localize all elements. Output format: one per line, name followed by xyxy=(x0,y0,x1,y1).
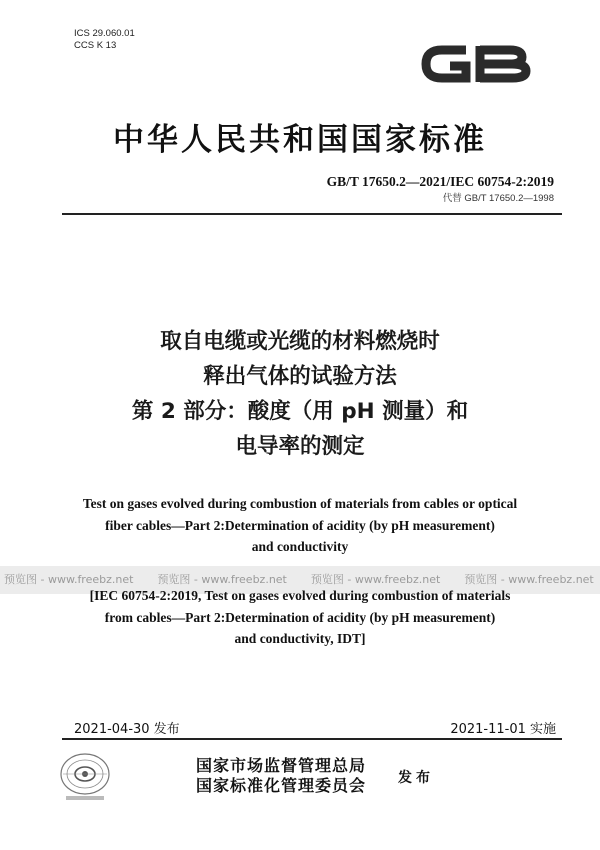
english-title-line: and conductivity xyxy=(251,539,349,554)
standard-number: GB/T 17650.2—2021/IEC 60754-2:2019 xyxy=(326,174,554,189)
idt-note-line: [IEC 60754-2:2019, Test on gases evolved during combustion of materials xyxy=(89,588,511,603)
publish-label: 发布 xyxy=(398,770,434,786)
issuer-name: 国家标准化管理委员会 xyxy=(196,776,367,795)
implement-date: 2021-11-01 实施 xyxy=(450,722,556,737)
gb-logo xyxy=(418,40,532,88)
header-divider xyxy=(62,213,562,215)
replaces-note: 代替 GB/T 17650.2—1998 xyxy=(442,193,554,204)
english-title xyxy=(0,493,600,558)
idt-note-line: and conductivity, IDT] xyxy=(234,631,366,646)
certification-seal-icon xyxy=(58,752,112,802)
standard-title: 中华人民共和国国家标准 xyxy=(113,122,487,158)
issue-date: 2021-04-30 发布 xyxy=(74,722,180,737)
ccs-code: CCS K 13 xyxy=(74,40,117,51)
classification-codes xyxy=(74,28,135,52)
chinese-title-line: 第 2 部分：酸度（用 pH 测量）和 xyxy=(131,399,469,424)
watermark-text: 预览图 - www.freebz.net xyxy=(310,573,441,586)
idt-note-line: from cables—Part 2:Determination of acidity (by pH measurement) xyxy=(104,609,496,625)
english-title-line: fiber cables—Part 2:Determination of acidity (by pH measurement) xyxy=(105,517,495,533)
english-title-line: Test on gases evolved during combustion of materials from cables or optical xyxy=(82,496,518,511)
ics-code: ICS 29.060.01 xyxy=(74,28,135,39)
footer-divider xyxy=(62,738,562,740)
chinese-title-line: 电导率的测定 xyxy=(235,434,365,459)
watermark-text: 预览图 - www.freebz.net xyxy=(4,573,134,586)
chinese-title xyxy=(0,324,600,464)
issuer-name: 国家市场监督管理总局 xyxy=(196,756,367,775)
chinese-title-line: 释出气体的试验方法 xyxy=(203,364,397,389)
idt-note xyxy=(0,585,600,650)
watermark-text: 预览图 - www.freebz.net xyxy=(157,573,287,586)
watermark-text: 预览图 - www.freebz.net xyxy=(464,573,594,586)
issuing-authorities xyxy=(196,756,366,796)
chinese-title-line: 取自电缆或光缆的材料燃烧时 xyxy=(160,329,440,354)
